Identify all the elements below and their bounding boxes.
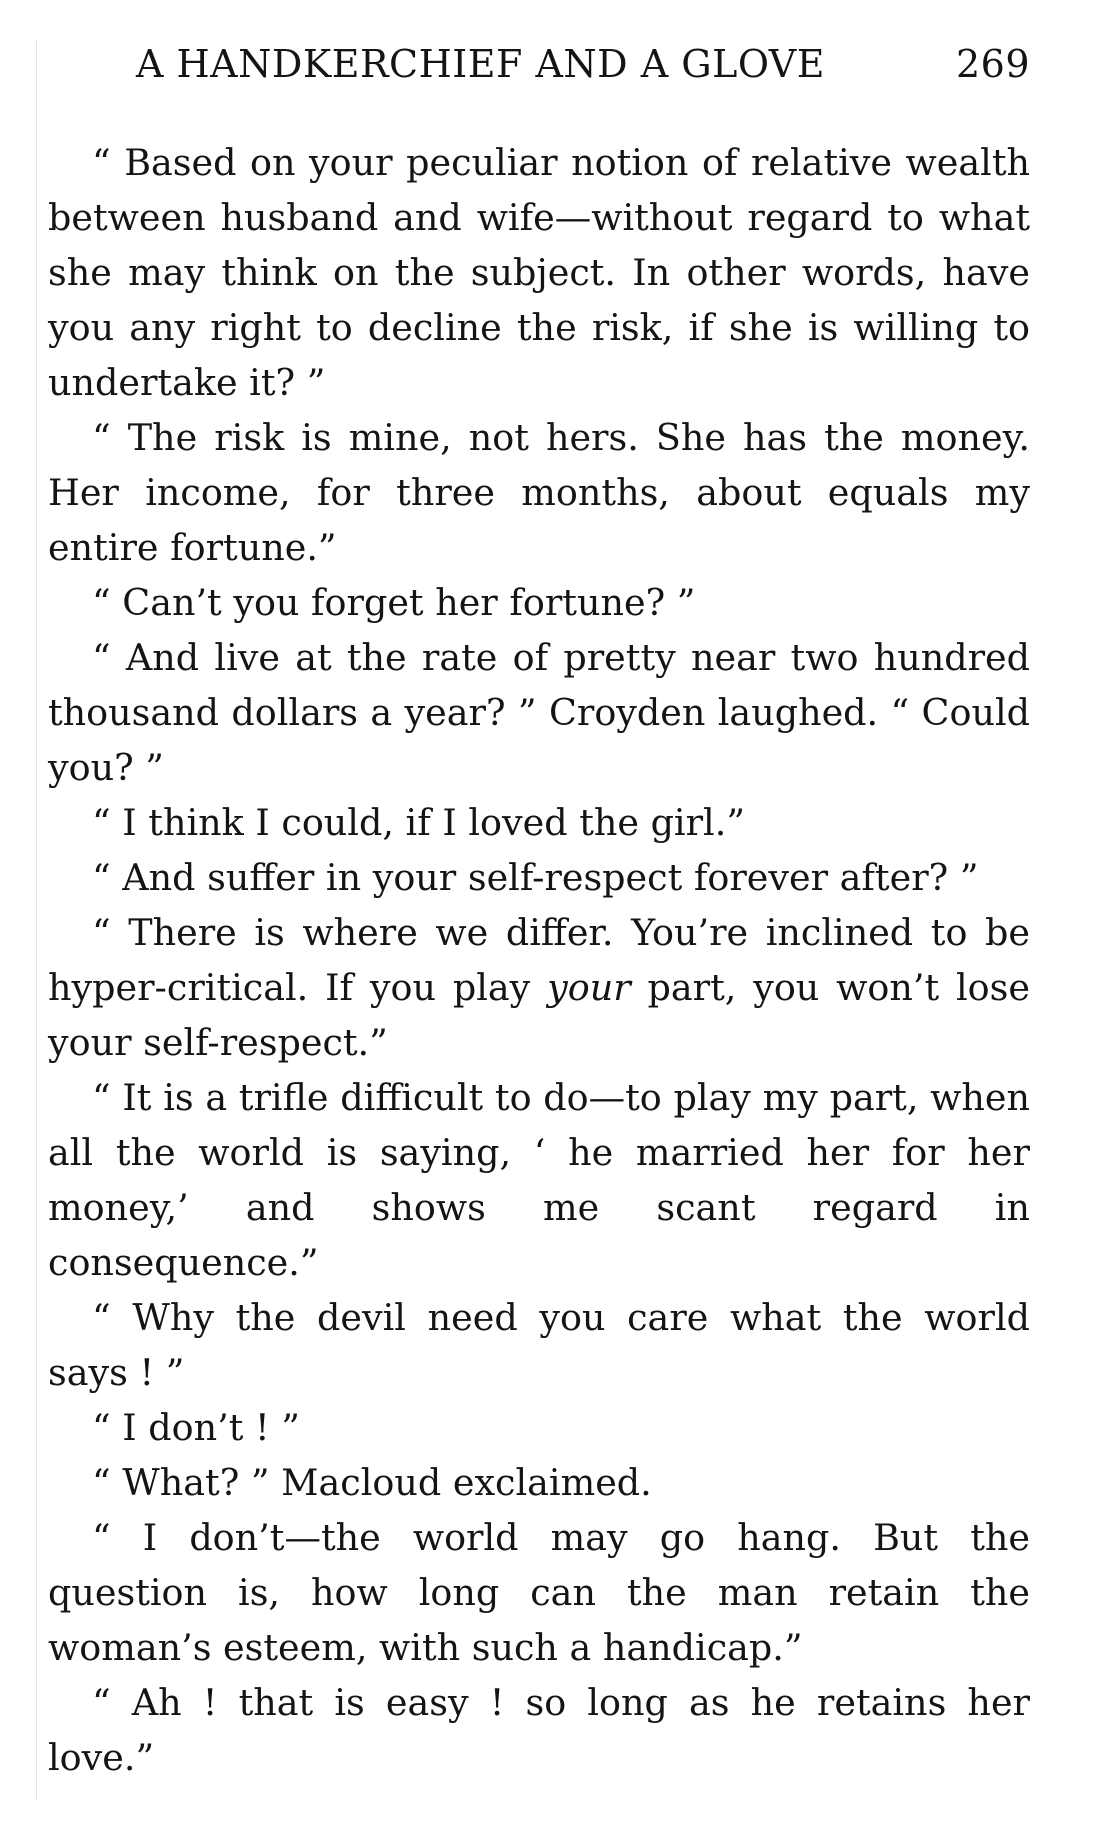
paragraph: “ And live at the rate of pretty near two hundred thousand dollars a year? ” Croyden laughed. “ Could you? ” <box>48 636 1030 789</box>
paragraph: “ Ah ! that is easy ! so long as he retains her love.” <box>48 1681 1030 1779</box>
paragraph: “ The risk is mine, not hers. She has the money. Her income, for three months, about equals my entire fortune.” <box>48 416 1030 569</box>
paragraph: “ I don’t ! ” <box>92 1406 300 1449</box>
paragraph: “ I think I could, if I loved the girl.” <box>92 801 745 844</box>
running-title: A HANDKERCHIEF AND A GLOVE <box>136 42 825 86</box>
paragraph: “ Can’t you forget her fortune? ” <box>92 581 696 624</box>
running-head <box>136 40 1030 88</box>
paragraph <box>48 905 1030 1070</box>
page-number: 269 <box>955 42 1030 86</box>
paragraph-text: part, you won’t lose your self-respect.” <box>48 966 1030 1064</box>
paragraph: “ I don’t—the world may go hang. But the question is, how long can the man retain the woman’s esteem, with such a handicap.” <box>48 1516 1030 1669</box>
body-text <box>48 135 1030 1785</box>
paragraph: “ What? ” Macloud exclaimed. <box>92 1461 652 1504</box>
paragraph: “ And suffer in your self-respect forever after? ” <box>92 856 979 899</box>
paragraph: “ It is a trifle difficult to do—to play my part, when all the world is saying, ‘ he married her for her money,’ and shows me scant regard in consequence.” <box>48 1076 1030 1284</box>
emphasized-word: your <box>547 966 631 1009</box>
paragraph: “ Why the devil need you care what the world says ! ” <box>48 1296 1030 1394</box>
scan-edge-line <box>36 40 37 1800</box>
paragraph: “ Based on your peculiar notion of relative wealth between husband and wife—without regard to what she may think on the subject. In other words, have you any right to decline the risk, if she is willing to undertake it? ” <box>48 141 1030 404</box>
paragraph-text: “ There is where we differ. You’re inclined to be hyper-critical. If you play <box>48 911 1030 1009</box>
